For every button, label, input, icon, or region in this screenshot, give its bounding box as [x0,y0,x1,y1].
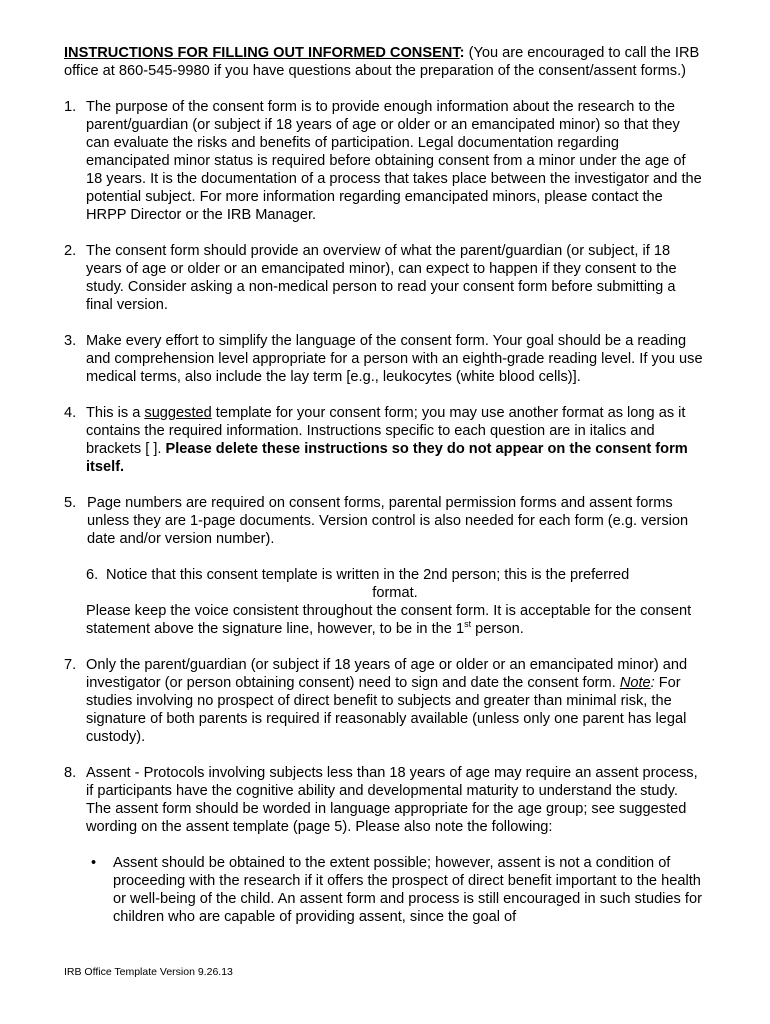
item-text: Page numbers are required on consent forms, parental permission forms and assent forms unless they are 1-page documents. Version control is also needed for each form (e.g. version date and/or version number). [87,495,689,547]
item-number: 1. [64,99,77,115]
bullet-icon: • [91,855,97,871]
item-number: 6. [86,567,99,583]
intro-text: (You are encouraged to call the IRB office at 860-545-9980 if you have questions about the preparation of the consent/assent forms.) [64,45,700,79]
list-item-3 [64,332,704,386]
item-text: Make every effort to simplify the language of the consent form. Your goal should be a reading and comprehension level appropriate for a person with an eighth-grade reading level. If you use medical terms, also include the lay term [e.g., leukocytes (white blood cells)]. [86,333,703,385]
intro-paragraph [64,44,704,80]
item-text: Assent - Protocols involving subjects less than 18 years of age may require an assent process, if participants have the cognitive ability and developmental maturity to understand the study. The assent form should be worded in language appropriate for the age group; see suggested wording on the assent template (page 5). Please also note the following: [86,765,698,835]
bullet-text: Assent should be obtained to the extent possible; however, assent is not a condition of proceeding with the research if it offers the prospect of direct benefit important to the health or well-being of the child. An assent form and process is still encouraged in such studies for children who are capable of providing assent, since the goal of [113,855,702,925]
list-item-4 [64,404,704,476]
item-text: The purpose of the consent form is to provide enough information about the research to the parent/guardian (or subject if 18 years of age or older or an emancipated minor) so that they can evaluate the risks and benefits of participation. Legal documentation regarding emancipated minor status is required before obtaining consent from a minor under the age of 18 years. It is the documentation of a process that takes place between the investigator and the potential subject. For more information regarding emancipated minors, please contact the HRPP Director or the IRB Manager. [86,99,702,223]
document-body [64,44,704,944]
instructions-heading: INSTRUCTIONS FOR FILLING OUT INFORMED CONSENT [64,45,460,61]
item-number: 5. [64,495,77,511]
footer-version: IRB Office Template Version 9.26.13 [64,966,233,978]
bullet-item [86,854,704,926]
list-item-2 [64,242,704,314]
list-item-7 [64,656,704,746]
note-colon: : [650,675,655,691]
bullet-list [86,854,704,926]
instruction-list [64,98,704,926]
voice-text: Please keep the voice consistent throughout the consent form. It is acceptable for the consent statement above the signature line, however, to be in the 1 [86,603,692,637]
item-text: This is a [86,405,145,421]
item-text: The consent form should provide an overview of what the parent/guardian (or subject, if 18 years of age or older or an emancipated minor), can expect to happen if they consent to the study. Consider asking a non-medical person to read your consent form before submitting a final version. [86,243,677,313]
list-item-5 [64,494,704,548]
list-item-6 [64,566,704,638]
item-text-cont: template for your consent form; you may use another format as long as it contains the required information. Instructions specific to each question are in italics and brackets [ ]. [86,405,686,457]
list-item-1 [64,98,704,224]
item-number: 4. [64,405,77,421]
item-number: 2. [64,243,77,259]
suggested-underlined: suggested [144,405,212,421]
list-item-8 [64,764,704,926]
item-text: Notice that this consent template is written in the 2nd person; this is the preferred [106,567,630,583]
item-text-cont [86,602,704,638]
item-text: Only the parent/guardian (or subject if 18 years of age or older or an emancipated minor) and investigator (or person obtaining consent) need to sign and date the consent form. [86,657,688,691]
item-number: 7. [64,657,77,673]
person-text: person. [471,621,524,637]
delete-instructions-bold: Please delete these instructions so they do not appear on the consent form itself. [86,441,688,475]
item-text-cont: For studies involving no prospect of direct benefit to subjects and greater than minimal risk, the signature of both parents is required if reasonably available (unless only one parent has legal custody). [86,675,687,745]
item-number: 8. [64,765,77,781]
superscript-st: st [464,619,472,630]
note-label: Note [619,675,651,691]
format-word: format. [372,585,418,601]
item-number: 3. [64,333,77,349]
heading-colon: : [459,45,465,61]
